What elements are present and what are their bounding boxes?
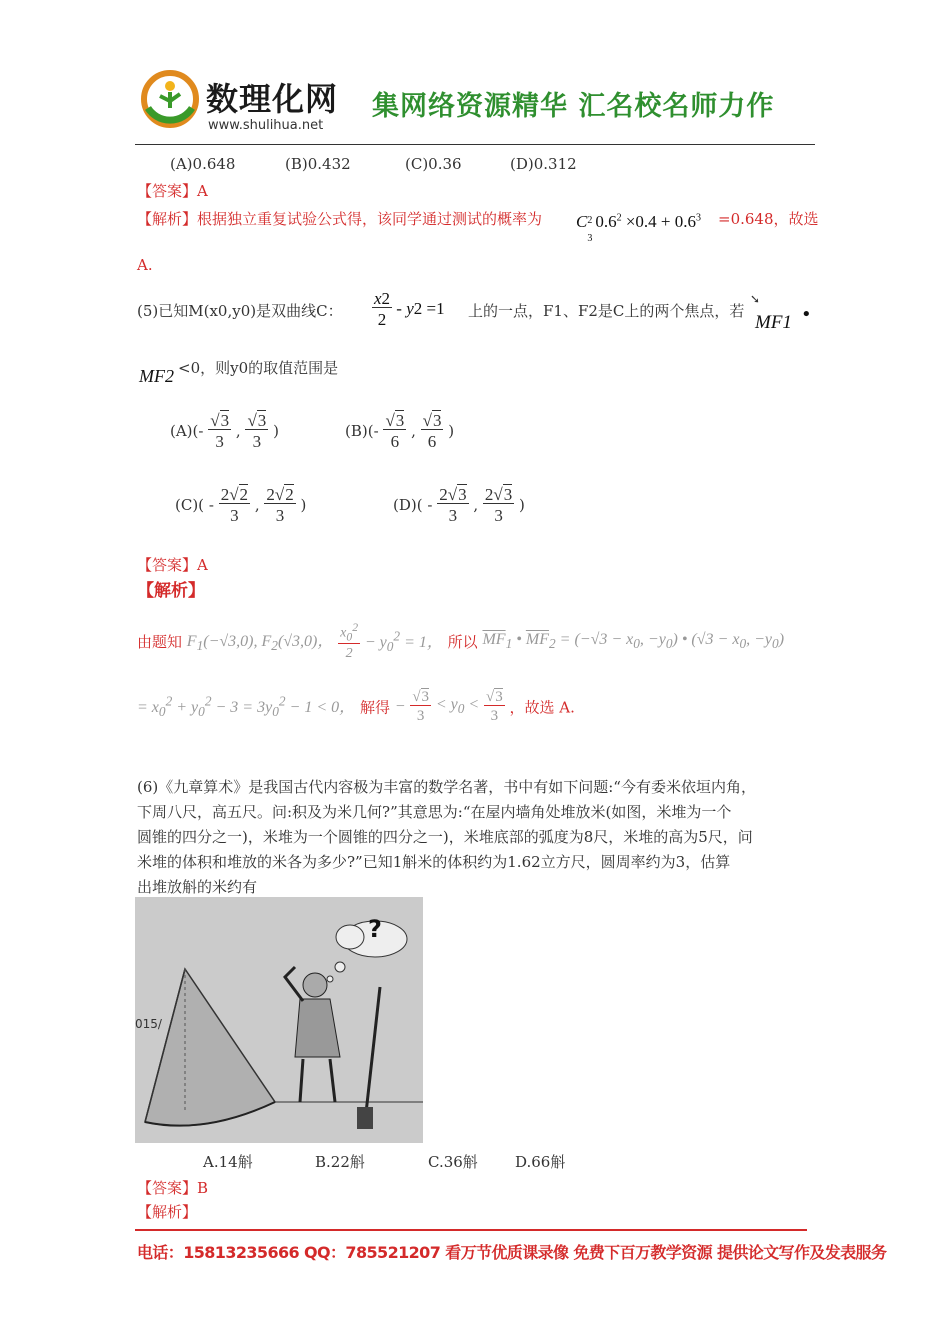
q5-analysis-tag: 【解析】 [137, 581, 205, 601]
q6-illustration [135, 897, 423, 1143]
q6-option-b: B.22斛 [315, 1153, 365, 1171]
logo-url: www.shulihua.net [208, 118, 324, 133]
q6-stem-line: 米堆的体积和堆放的米各为多少?”已知1斛米的体积约为1.62立方尺，圆周率约为3，估算 [137, 853, 731, 871]
q5-stem-suffix: <0，则y0的取值范围是 [178, 359, 339, 377]
q6-option-c: C.36斛 [428, 1153, 478, 1171]
q4-analysis: 【解析】根据独立重复试验公式得，该同学通过测试的概率为 [137, 210, 543, 228]
q6-stem-line: 下周八尺，高五尺。问:积及为米几何?”其意思为:“在屋内墙角处堆放米(如图，米堆为一个 [137, 803, 732, 821]
q5-vector-mf1: MF1 [755, 312, 792, 333]
q6-stem-line: 圆锥的四分之一)，米堆为一个圆锥的四分之一)，米堆底部的弧度为8尺，米堆的高为5尺，问 [137, 828, 753, 846]
q6-stem-line: (6)《九章算术》是我国古代内容极为丰富的数学名著，书中有如下问题:“今有委米依垣内角， [137, 778, 756, 796]
q6-analysis-tag: 【解析】 [137, 1203, 198, 1221]
q5-stem-prefix: (5)已知M(x0,y0)是双曲线C： [137, 302, 343, 320]
q4-option-c: (C)0.36 [405, 155, 462, 173]
q4-analysis-tail: =0.648，故选 [718, 210, 819, 228]
q5-analysis-line1: 由题知 $F_1(-√3,0)$, $F_2(√3,0)$， $\frac{x_0^2}{2}$ − $y_0^2 = 1$， 所以 $\overline{MF}_1$ • $\overline{MF}_2 = (-√3 - x_0$, $-y_0$) • ($√3 - x_0$, $-y_0$) [137, 621, 785, 662]
header-logo [140, 68, 200, 130]
q4-answer: 【答案】A [137, 182, 208, 200]
q6-stem [137, 775, 822, 900]
q5-analysis-line2: = $x_0^2 + y_0^2 - 3 = 3y_0^2 - 1 < 0$， 解得 − $\frac{√3}{3}$ < $y_0$ < $\frac{√3}{3}$ ，故选 A. [137, 689, 575, 724]
logo-icon [140, 68, 200, 130]
header-divider [135, 144, 815, 145]
q4-option-b: (B)0.432 [285, 155, 351, 173]
q5-vector-mf2: MF2 [139, 366, 174, 386]
footer-divider [135, 1229, 807, 1231]
header-slogan: 集网络资源精华 汇名校名师力作 [372, 91, 775, 122]
q4-formula: C 2 3 $0.6^2 \times 0.4 + 0.6^3$ [576, 212, 702, 244]
q6-stem-line: 出堆放斛的米约有 [137, 878, 258, 896]
q5-hyperbola-eq: $\frac{x2}{2}$ - y2 =1 [374, 289, 445, 329]
q5-option-a: (A)(- $\frac{√3}{3}$ , $\frac{√3}{3}$ ) [170, 411, 279, 451]
q6-option-d: D.66斛 [515, 1153, 566, 1171]
logo-name: 数理化网 [206, 80, 339, 118]
q4-option-d: (D)0.312 [510, 155, 577, 173]
q4-option-a: (A)0.648 [170, 155, 236, 173]
q5-option-b: (B)(- $\frac{√3}{6}$ , $\frac{√3}{6}$ ) [345, 411, 455, 451]
q5-answer: 【答案】A [137, 556, 208, 574]
q4-analysis-end: A. [137, 256, 153, 274]
svg-text:?: ? [368, 915, 382, 943]
q6-answer: 【答案】B [137, 1179, 209, 1197]
footer-contact: 电话：15813235666 QQ：785521207 看万节优质课录像 免费下百万教学资源 提供论文写作及发表服务 [137, 1243, 887, 1262]
q5-option-d: (D)( - $\frac{2√3}{3}$ , $\frac{2√3}{3}$ ) [393, 485, 525, 525]
q5-option-c: (C)( - $\frac{2√2}{3}$ , $\frac{2√2}{3}$ ) [175, 485, 307, 525]
q6-image-label: 015/ [135, 1017, 162, 1031]
dot-product-icon: • [801, 304, 812, 325]
vector-arrow-icon: ➘ [750, 292, 761, 306]
q6-option-a: A.14斛 [203, 1153, 253, 1171]
q5-stem-mid: 上的一点，F1、F2是C上的两个焦点，若 [468, 302, 745, 320]
